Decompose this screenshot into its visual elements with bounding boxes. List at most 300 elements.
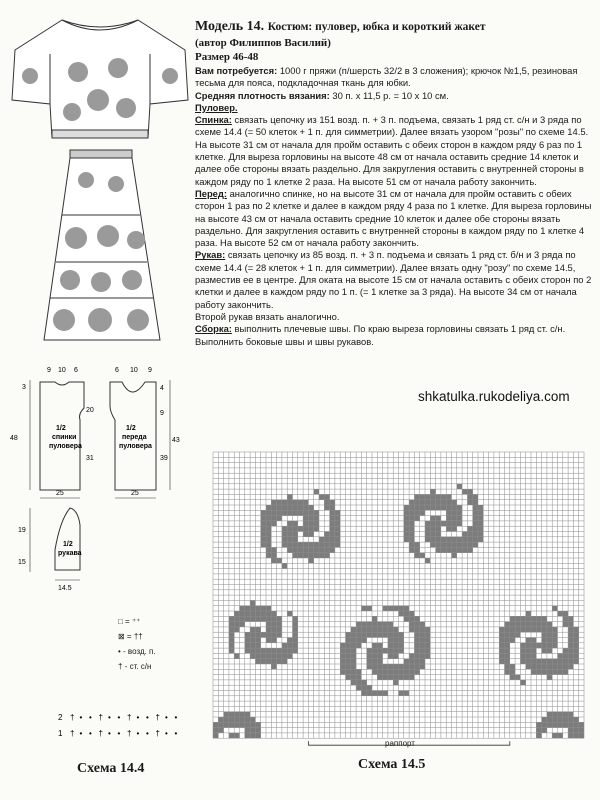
filled-cell [420,632,425,637]
filled-cell [293,537,298,542]
filled-cell [473,542,478,547]
filled-cell [213,722,218,727]
filled-cell [250,638,255,643]
filled-cell [356,669,361,674]
filled-cell [414,542,419,547]
schema44-row-label-1: 1 [58,729,63,738]
filled-cell [420,659,425,664]
filled-cell [229,722,234,727]
filled-cell [547,669,552,674]
filled-cell [542,717,547,722]
filled-cell [573,728,578,733]
filled-cell [287,494,292,499]
filled-cell [372,659,377,664]
filled-cell [404,611,409,616]
filled-cell [393,606,398,611]
filled-cell [568,717,573,722]
filled-cell [361,691,366,696]
filled-cell [377,659,382,664]
filled-cell [383,669,388,674]
filled-cell [314,516,319,521]
filled-cell [213,733,218,738]
filled-cell [303,500,308,505]
filled-cell [346,653,351,658]
filled-cell [473,521,478,526]
filled-cell [261,632,266,637]
filled-cell [420,648,425,653]
filled-cell [377,622,382,627]
filled-cell [436,547,441,552]
filled-cell [425,500,430,505]
filled-cell [404,526,409,531]
filled-cell [282,653,287,658]
filled-cell [473,526,478,531]
filled-cell [531,622,536,627]
filled-cell [505,664,510,669]
filled-cell [351,664,356,669]
filled-cell [255,648,260,653]
instructions [195,18,593,348]
filled-cell [467,500,472,505]
filled-cell [367,685,372,690]
filled-cell [568,712,573,717]
filled-cell [234,653,239,658]
filled-cell [351,680,356,685]
filled-cell [542,627,547,632]
filled-cell [314,489,319,494]
filled-cell [266,653,271,658]
filled-cell [383,675,388,680]
filled-cell [383,691,388,696]
filled-cell [404,505,409,510]
filled-cell [266,606,271,611]
filled-cell [510,622,515,627]
filled-cell [452,500,457,505]
filled-cell [526,653,531,658]
filled-cell [335,537,340,542]
filled-cell [409,669,414,674]
filled-cell [234,616,239,621]
filled-cell [346,664,351,669]
filled-cell [240,622,245,627]
filled-cell [409,675,414,680]
filled-cell [324,494,329,499]
filled-cell [510,638,515,643]
filled-cell [271,664,276,669]
filled-cell [452,542,457,547]
filled-cell [436,526,441,531]
back-dim-bottom: 25 [56,490,64,497]
filled-cell [399,675,404,680]
filled-cell [266,648,271,653]
filled-cell [499,638,504,643]
filled-cell [372,669,377,674]
filled-cell [255,632,260,637]
filled-cell [393,627,398,632]
filled-cell [229,627,234,632]
filled-cell [324,500,329,505]
filled-cell [446,547,451,552]
filled-cell [293,510,298,515]
filled-cell [425,532,430,537]
filled-cell [324,553,329,558]
filled-cell [414,622,419,627]
filled-cell [266,532,271,537]
filled-cell [520,643,525,648]
filled-cell [436,521,441,526]
filled-cell [255,653,260,658]
filled-cell [303,547,308,552]
sleeve-dim-bottom: 14.5 [58,585,72,592]
filled-cell [271,611,276,616]
filled-cell [552,643,557,648]
filled-cell [351,638,356,643]
filled-cell [520,622,525,627]
filled-cell [436,537,441,542]
filled-cell [414,664,419,669]
filled-cell [573,653,578,658]
filled-cell [542,669,547,674]
filled-cell [568,653,573,658]
filled-cell [467,526,472,531]
filled-cell [266,611,271,616]
filled-cell [441,542,446,547]
schema44-stitch: • [174,713,178,722]
filled-cell [452,547,457,552]
garment-sketch [0,0,200,350]
filled-cell [245,722,250,727]
schema44-caption: Схема 14.4 [77,761,145,776]
filled-cell [531,616,536,621]
filled-cell [446,500,451,505]
filled-cell [330,532,335,537]
filled-cell [478,537,483,542]
filled-cell [542,643,547,648]
filled-cell [531,643,536,648]
filled-cell [340,659,345,664]
filled-cell [409,659,414,664]
filled-cell [441,505,446,510]
filled-cell [393,638,398,643]
filled-cell [510,675,515,680]
size-line: Размер 46-48 [195,51,259,63]
filled-cell [277,500,282,505]
filled-cell [430,537,435,542]
filled-cell [234,622,239,627]
filled-cell [526,664,531,669]
filled-cell [319,494,324,499]
filled-cell [547,643,552,648]
filled-cell [552,632,557,637]
filled-cell [293,648,298,653]
filled-cell [420,627,425,632]
filled-cell [308,505,313,510]
filled-cell [393,680,398,685]
filled-cell [420,622,425,627]
filled-cell [293,526,298,531]
sleeve-label-1: 1/2 [63,541,73,548]
schema44-stitch: • [165,729,168,738]
filled-cell [287,500,292,505]
filled-cell [324,542,329,547]
schema-14-4 [56,706,186,748]
filled-cell [271,505,276,510]
filled-cell [266,547,271,552]
filled-cell [287,611,292,616]
filled-cell [330,526,335,531]
back-label-3: пуловера [49,443,82,450]
filled-cell [478,516,483,521]
filled-cell [552,638,557,643]
filled-cell [377,627,382,632]
filled-cell [388,627,393,632]
filled-cell [568,722,573,727]
filled-cell [404,675,409,680]
filled-cell [245,606,250,611]
filled-cell [293,553,298,558]
filled-cell [409,611,414,616]
filled-cell [430,505,435,510]
legend [118,614,156,674]
filled-cell [399,632,404,637]
filled-cell [478,526,483,531]
filled-cell [573,643,578,648]
filled-cell [250,611,255,616]
filled-cell [409,510,414,515]
filled-cell [293,521,298,526]
schema44-stitch: • [79,729,83,738]
filled-cell [404,516,409,521]
filled-cell [515,632,520,637]
filled-cell [271,627,276,632]
filled-cell [277,622,282,627]
filled-cell [547,632,552,637]
front-dim-top-3: 9 [148,367,152,374]
filled-cell [240,717,245,722]
front-label-1: 1/2 [126,425,136,432]
filled-cell [367,622,372,627]
filled-cell [436,500,441,505]
filled-cell [446,537,451,542]
filled-cell [436,516,441,521]
filled-cell [277,627,282,632]
pattern-pieces [0,360,200,595]
legend-item: □ = ⁺⁺ [118,617,141,626]
filled-cell [467,489,472,494]
filled-cell [568,627,573,632]
filled-cell [515,616,520,621]
filled-cell [404,537,409,542]
filled-cell [266,516,271,521]
filled-cell [250,728,255,733]
filled-cell [547,648,552,653]
filled-cell [526,648,531,653]
filled-cell [478,505,483,510]
filled-cell [271,653,276,658]
filled-cell [282,510,287,515]
filled-cell [536,722,541,727]
filled-cell [372,691,377,696]
filled-cell [473,505,478,510]
filled-cell [266,526,271,531]
filled-cell [351,627,356,632]
filled-cell [388,638,393,643]
filled-cell [261,526,266,531]
filled-cell [218,728,223,733]
filled-cell [308,558,313,563]
filled-cell [526,638,531,643]
filled-cell [361,622,366,627]
filled-cell [308,516,313,521]
filled-cell [261,510,266,515]
schema44-stitch: • [146,729,149,738]
filled-cell [287,643,292,648]
watermark: shkatulka.rukodeliya.com [418,389,570,404]
filled-cell [372,622,377,627]
filled-cell [255,659,260,664]
sleeve-para: Рукав: связать цепочку из 85 возд. п. + 3 п. подъема и связать 1 ряд ст. б/н и 3 ряда по схеме 14.4 (= 28 клеток + 1 п. для симметрии). Далее вязать одну "розу" по схеме 14.5, разместив ее в центре. Для оката на высоте 15 см от начала оставить с обеих сторон по 2 клетки и далее в каждом ряду по 1 п. (= 1 клетке за 3 ряда). На высоте 34 см от начала работу закончить. [195,249,592,310]
filled-cell [499,643,504,648]
filled-cell [361,632,366,637]
filled-cell [383,622,388,627]
schema45-caption: Схема 14.5 [358,757,426,772]
filled-cell [547,622,552,627]
filled-cell [558,722,563,727]
filled-cell [245,728,250,733]
schema-14-5-grid [210,448,588,748]
filled-cell [245,643,250,648]
filled-cell [367,664,372,669]
filled-cell [499,648,504,653]
filled-cell [425,558,430,563]
filled-cell [558,717,563,722]
filled-cell [298,505,303,510]
filled-cell [367,648,372,653]
filled-cell [266,510,271,515]
filled-cell [277,505,282,510]
filled-cell [303,542,308,547]
filled-cell [473,510,478,515]
filled-cell [531,648,536,653]
filled-cell [420,643,425,648]
filled-cell [271,553,276,558]
schema44-stitch: † [127,713,132,722]
filled-cell [383,648,388,653]
filled-cell [229,632,234,637]
filled-cell [568,643,573,648]
schema44-stitch: • [174,729,178,738]
filled-cell [552,669,557,674]
filled-cell [414,653,419,658]
filled-cell [255,643,260,648]
author-line: (автор Филиппов Василий) [195,37,331,49]
filled-cell [462,537,467,542]
filled-cell [287,537,292,542]
filled-cell [308,532,313,537]
schema44-stitch: † [70,729,75,738]
back-dim-top-2: 10 [58,367,66,374]
filled-cell [478,510,483,515]
filled-cell [356,685,361,690]
filled-cell [420,510,425,515]
filled-cell [531,653,536,658]
filled-cell [409,547,414,552]
filled-cell [261,606,266,611]
filled-cell [536,616,541,621]
front-dim-top-1: 6 [115,367,119,374]
filled-cell [430,526,435,531]
filled-cell [287,526,292,531]
filled-cell [271,521,276,526]
filled-cell [335,542,340,547]
filled-cell [552,733,557,738]
filled-cell [245,717,250,722]
filled-cell [287,542,292,547]
filled-cell [452,516,457,521]
back-dim-left-2: 48 [10,435,18,442]
filled-cell [510,669,515,674]
legend-item: ⊠ = †† [118,632,143,641]
filled-cell [298,542,303,547]
filled-cell [409,653,414,658]
filled-cell [510,616,515,621]
filled-cell [473,537,478,542]
filled-cell [266,638,271,643]
filled-cell [404,532,409,537]
filled-cell [393,653,398,658]
filled-cell [542,616,547,621]
filled-cell [414,547,419,552]
filled-cell [245,648,250,653]
filled-cell [372,627,377,632]
filled-cell [558,659,563,664]
filled-cell [335,526,340,531]
filled-cell [277,516,282,521]
filled-cell [526,622,531,627]
filled-cell [420,653,425,658]
filled-cell [393,648,398,653]
filled-cell [409,521,414,526]
filled-cell [271,558,276,563]
filled-cell [383,606,388,611]
filled-cell [547,638,552,643]
filled-cell [271,622,276,627]
filled-cell [409,526,414,531]
filled-cell [330,510,335,515]
filled-cell [505,669,510,674]
filled-cell [277,632,282,637]
filled-cell [277,653,282,658]
filled-cell [245,611,250,616]
filled-cell [520,648,525,653]
filled-cell [250,648,255,653]
filled-cell [282,537,287,542]
schema44-stitch: † [70,713,75,722]
filled-cell [579,733,584,738]
filled-cell [298,553,303,558]
filled-cell [377,648,382,653]
filled-cell [234,712,239,717]
filled-cell [568,632,573,637]
schema44-stitch: • [108,729,111,738]
filled-cell [303,516,308,521]
filled-cell [430,494,435,499]
filled-cell [420,553,425,558]
filled-cell [573,648,578,653]
filled-cell [388,664,393,669]
filled-cell [520,659,525,664]
filled-cell [303,553,308,558]
